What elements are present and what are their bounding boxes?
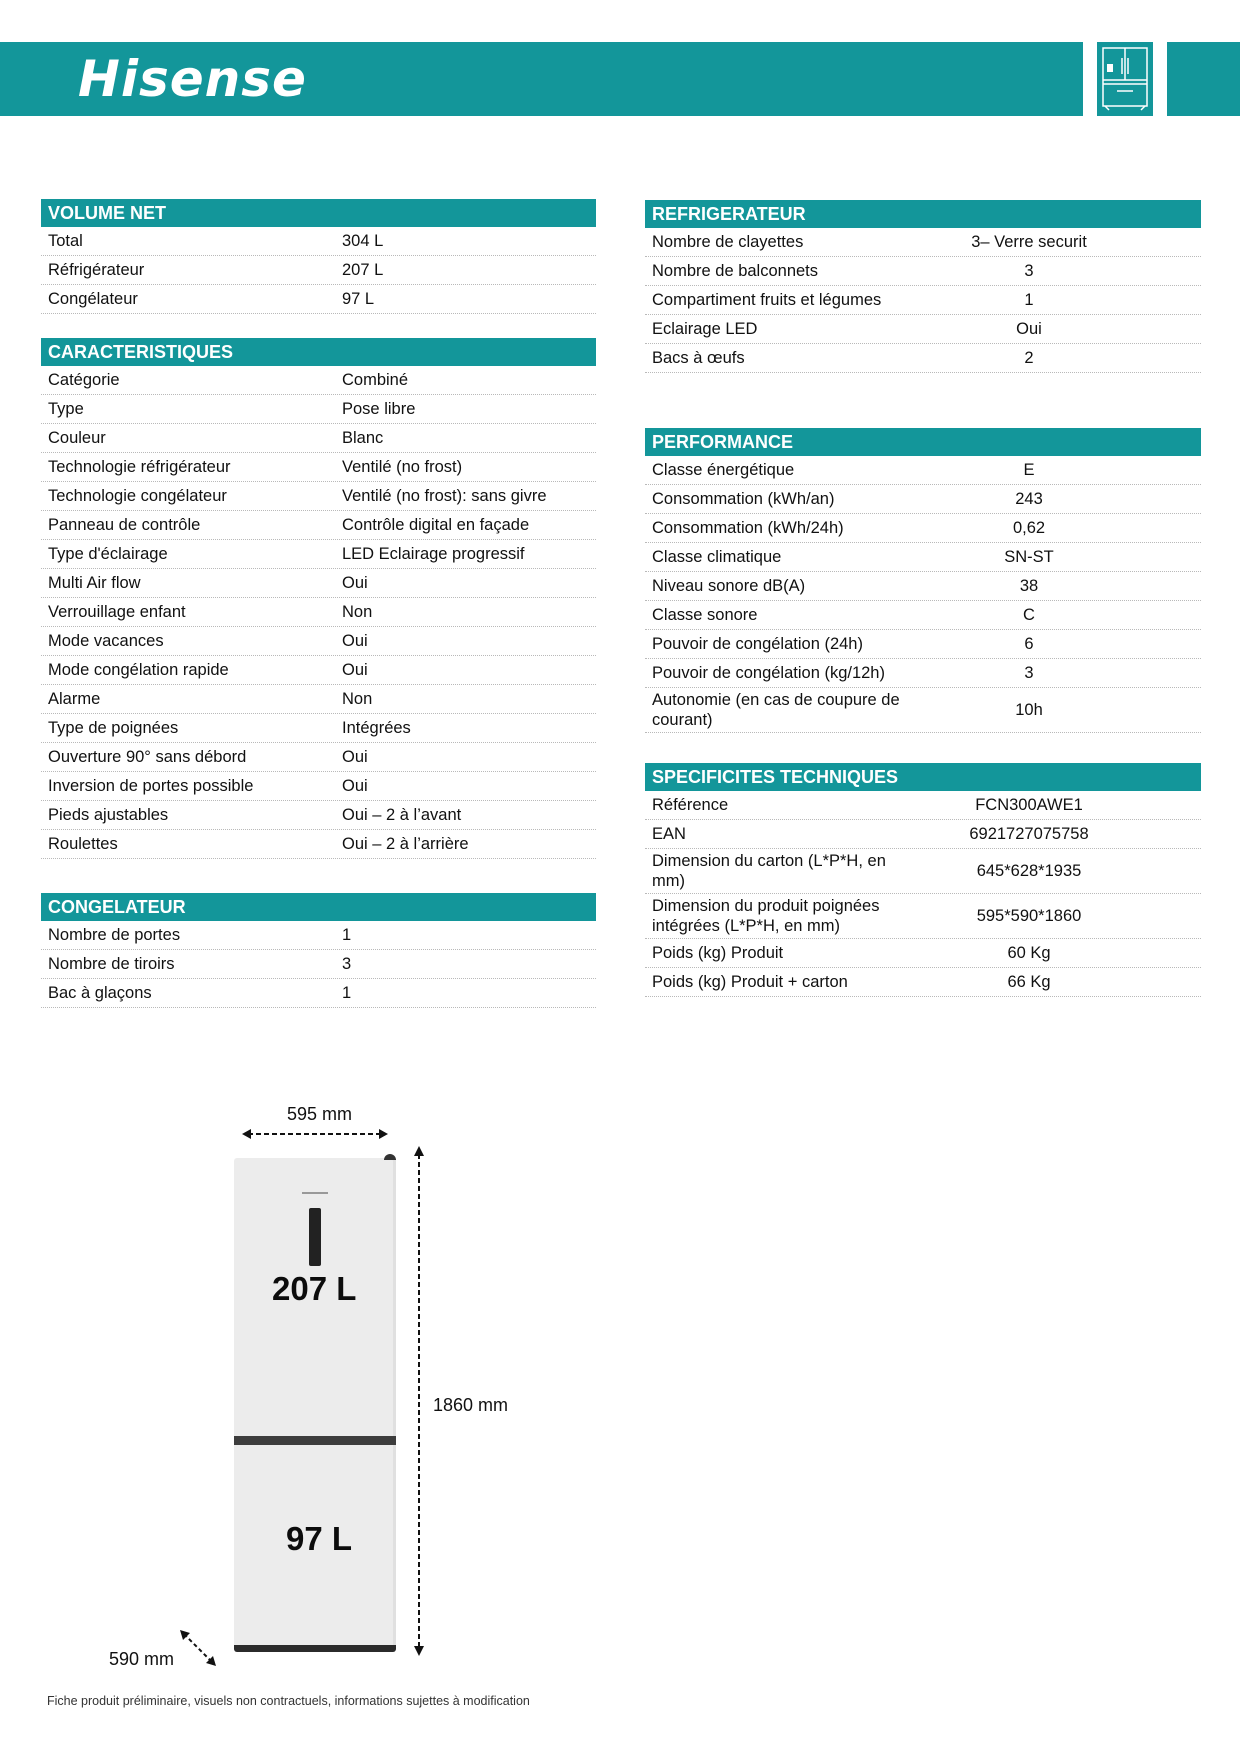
row-label: Type bbox=[48, 400, 84, 418]
table-row bbox=[645, 286, 1201, 315]
product-icon-box bbox=[1097, 42, 1153, 116]
row-label: Inversion de portes possible bbox=[48, 777, 254, 795]
row-label: Classe énergétique bbox=[652, 461, 795, 479]
table-row bbox=[645, 485, 1201, 514]
row-label: Technologie réfrigérateur bbox=[48, 458, 231, 476]
table-row bbox=[41, 424, 596, 453]
row-value: Oui – 2 à l’avant bbox=[342, 806, 462, 824]
row-label: Nombre de portes bbox=[48, 926, 181, 944]
row-label: Classe climatique bbox=[652, 548, 782, 566]
fridge-volume-label: 207 L bbox=[272, 1270, 357, 1307]
section-specificites-techniques bbox=[645, 763, 1201, 997]
row-value: 207 L bbox=[342, 261, 384, 279]
row-value: 6 bbox=[1024, 635, 1034, 653]
row-value: Blanc bbox=[342, 429, 384, 447]
table-row bbox=[645, 894, 1201, 939]
row-label: EAN bbox=[652, 825, 686, 843]
table-row bbox=[41, 256, 596, 285]
section-performance bbox=[645, 428, 1201, 733]
table-row bbox=[645, 939, 1201, 968]
table-row bbox=[645, 543, 1201, 572]
section-title: VOLUME NET bbox=[41, 199, 596, 227]
row-value: Combiné bbox=[342, 371, 409, 389]
header-band-right bbox=[1167, 42, 1240, 116]
section-caracteristiques bbox=[41, 338, 596, 859]
row-label: Couleur bbox=[48, 429, 106, 447]
table-row bbox=[41, 921, 596, 950]
table-row bbox=[645, 601, 1201, 630]
table-row bbox=[645, 968, 1201, 997]
row-value: 60 Kg bbox=[1007, 944, 1051, 962]
table-row bbox=[41, 656, 596, 685]
row-value: 2 bbox=[1024, 349, 1034, 367]
row-value: Oui bbox=[342, 574, 368, 592]
row-value: 595*590*1860 bbox=[976, 907, 1082, 925]
width-dimension-arrow bbox=[240, 1126, 390, 1142]
table-row bbox=[645, 257, 1201, 286]
table-row bbox=[41, 627, 596, 656]
table-row bbox=[41, 979, 596, 1008]
table-row bbox=[41, 482, 596, 511]
row-value: SN-ST bbox=[1004, 548, 1054, 566]
row-value: 97 L bbox=[342, 290, 375, 308]
row-label: Consommation (kWh/24h) bbox=[652, 519, 844, 537]
row-label: Consommation (kWh/an) bbox=[652, 490, 835, 508]
row-label: Type d'éclairage bbox=[48, 545, 168, 563]
depth-dimension-label: 590 mm bbox=[109, 1649, 175, 1669]
row-value: Oui bbox=[342, 748, 368, 766]
row-label: Congélateur bbox=[48, 290, 138, 308]
control-display-icon bbox=[309, 1208, 321, 1266]
fridge-illustration bbox=[234, 1158, 396, 1654]
section-refrigerateur bbox=[645, 200, 1201, 373]
table-row bbox=[41, 569, 596, 598]
row-value: E bbox=[1023, 461, 1035, 479]
row-label: Ouverture 90° sans débord bbox=[48, 748, 247, 766]
row-label: Panneau de contrôle bbox=[48, 516, 201, 534]
row-label: Nombre de balconnets bbox=[652, 262, 819, 280]
row-label: Multi Air flow bbox=[48, 574, 141, 592]
table-row bbox=[645, 572, 1201, 601]
table-row bbox=[41, 743, 596, 772]
table-row bbox=[41, 772, 596, 801]
table-row bbox=[41, 540, 596, 569]
row-label: Technologie congélateur bbox=[48, 487, 227, 505]
section-title: REFRIGERATEUR bbox=[645, 200, 1201, 228]
row-value: Ventilé (no frost) bbox=[342, 458, 463, 476]
row-value: Oui bbox=[342, 632, 368, 650]
fridge-hinge bbox=[384, 1154, 396, 1160]
height-dimension-arrow bbox=[410, 1144, 428, 1658]
fridge-french-door-icon bbox=[1097, 42, 1153, 116]
table-row bbox=[645, 344, 1201, 373]
row-value: Oui bbox=[342, 777, 368, 795]
table-row bbox=[41, 227, 596, 256]
row-label: Dimension du carton (L*P*H, en mm) bbox=[652, 852, 886, 890]
row-value: LED Eclairage progressif bbox=[342, 545, 525, 563]
row-value: 6921727075758 bbox=[969, 825, 1089, 843]
disclaimer-text: Fiche produit préliminaire, visuels non contractuels, informations sujettes à modification bbox=[47, 1694, 530, 1708]
row-value: 66 Kg bbox=[1007, 973, 1051, 991]
section-congelateur bbox=[41, 893, 596, 1008]
row-value: 304 L bbox=[342, 232, 384, 250]
row-value: Oui – 2 à l’arrière bbox=[342, 835, 469, 853]
table-row bbox=[41, 685, 596, 714]
section-volume-net bbox=[41, 199, 596, 314]
row-label: Bacs à œufs bbox=[652, 349, 745, 367]
row-label: Classe sonore bbox=[652, 606, 758, 624]
row-label: Niveau sonore dB(A) bbox=[652, 577, 806, 595]
table-row bbox=[41, 801, 596, 830]
table-row bbox=[645, 849, 1201, 894]
table-row bbox=[645, 688, 1201, 733]
height-dimension-label: 1860 mm bbox=[433, 1395, 509, 1415]
row-label: Mode vacances bbox=[48, 632, 164, 650]
row-label: Nombre de tiroirs bbox=[48, 955, 175, 973]
row-label: Alarme bbox=[48, 690, 101, 708]
table-row bbox=[41, 830, 596, 859]
section-title: SPECIFICITES TECHNIQUES bbox=[645, 763, 1201, 791]
row-label: Verrouillage enfant bbox=[48, 603, 186, 621]
row-label: Eclairage LED bbox=[652, 320, 758, 338]
table-row bbox=[41, 598, 596, 627]
row-value: 3– Verre securit bbox=[971, 233, 1087, 251]
section-title: CONGELATEUR bbox=[41, 893, 596, 921]
row-value: Oui bbox=[1016, 320, 1042, 338]
table-row bbox=[645, 630, 1201, 659]
brand-logo: Hisense bbox=[78, 50, 307, 108]
row-value: Ventilé (no frost): sans givre bbox=[342, 487, 547, 505]
fridge-base bbox=[234, 1645, 396, 1652]
row-value: 1 bbox=[342, 926, 352, 944]
row-value: 1 bbox=[1024, 291, 1034, 309]
row-label: Dimension du produit poignées intégrées (L*P*H, en mm) bbox=[652, 897, 880, 935]
row-value: 3 bbox=[1024, 664, 1034, 682]
row-value: 243 bbox=[1015, 490, 1043, 508]
row-label: Mode congélation rapide bbox=[48, 661, 229, 679]
row-value: Non bbox=[342, 603, 373, 621]
row-label: Pouvoir de congélation (kg/12h) bbox=[652, 664, 885, 682]
row-label: Bac à glaçons bbox=[48, 984, 152, 1002]
row-value: Oui bbox=[342, 661, 368, 679]
table-row bbox=[645, 659, 1201, 688]
table-row bbox=[645, 456, 1201, 485]
row-label: Pouvoir de congélation (24h) bbox=[652, 635, 863, 653]
row-value: Pose libre bbox=[342, 400, 416, 418]
row-label: Total bbox=[48, 232, 83, 250]
row-value: Intégrées bbox=[342, 719, 411, 737]
table-row bbox=[41, 511, 596, 540]
table-row bbox=[645, 820, 1201, 849]
row-label: Pieds ajustables bbox=[48, 806, 169, 824]
table-row bbox=[41, 285, 596, 314]
row-value: C bbox=[1023, 606, 1035, 624]
row-label: Nombre de clayettes bbox=[652, 233, 804, 251]
section-title: PERFORMANCE bbox=[645, 428, 1201, 456]
table-row bbox=[645, 514, 1201, 543]
table-row bbox=[41, 453, 596, 482]
row-value: 38 bbox=[1019, 577, 1039, 595]
row-label: Poids (kg) Produit + carton bbox=[652, 973, 848, 991]
row-value: Contrôle digital en façade bbox=[342, 516, 530, 534]
width-dimension-label: 595 mm bbox=[287, 1104, 353, 1124]
table-row bbox=[41, 395, 596, 424]
door-separator bbox=[234, 1436, 396, 1445]
row-label: Roulettes bbox=[48, 835, 118, 853]
row-label: Réfrigérateur bbox=[48, 261, 145, 279]
table-row bbox=[645, 315, 1201, 344]
section-title: CARACTERISTIQUES bbox=[41, 338, 596, 366]
row-value: 10h bbox=[1015, 701, 1043, 719]
fridge-brand-mark bbox=[302, 1192, 328, 1194]
table-row bbox=[41, 366, 596, 395]
row-value: Non bbox=[342, 690, 373, 708]
table-row bbox=[41, 714, 596, 743]
row-value: 1 bbox=[342, 984, 352, 1002]
row-value: FCN300AWE1 bbox=[975, 796, 1083, 814]
row-value: 645*628*1935 bbox=[976, 862, 1082, 880]
row-label: Catégorie bbox=[48, 371, 120, 389]
table-row bbox=[645, 228, 1201, 257]
row-label: Autonomie (en cas de coupure de courant) bbox=[652, 691, 900, 729]
depth-dimension-arrow bbox=[178, 1628, 218, 1668]
row-label: Référence bbox=[652, 796, 729, 814]
row-value: 3 bbox=[1024, 262, 1034, 280]
freezer-volume-label: 97 L bbox=[286, 1520, 353, 1557]
row-value: 0,62 bbox=[1012, 519, 1046, 537]
row-value: 3 bbox=[342, 955, 352, 973]
row-label: Compartiment fruits et légumes bbox=[652, 291, 882, 309]
row-label: Type de poignées bbox=[48, 719, 179, 737]
row-label: Poids (kg) Produit bbox=[652, 944, 784, 962]
table-row bbox=[645, 791, 1201, 820]
table-row bbox=[41, 950, 596, 979]
